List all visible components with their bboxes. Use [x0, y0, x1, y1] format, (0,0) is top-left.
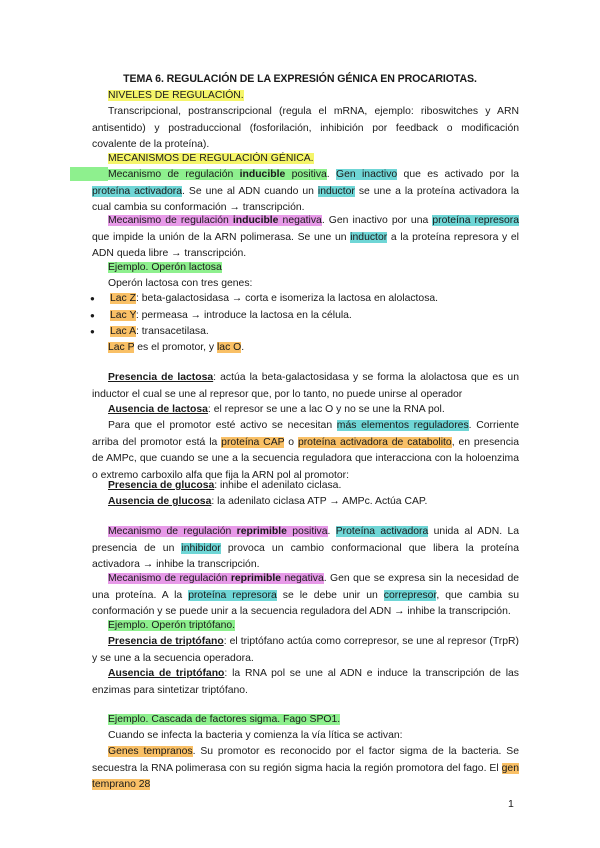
genes-tempranos: Genes tempranos. Su promotor es reconocido por el factor sigma de la bacteria. Se secuestra la RNA polimerasa con su región sigma hacia la región promotora del fago. El gen temprano 28 — [92, 746, 519, 790]
section-heading-niveles: NIVELES DE REGULACIÓN. — [108, 90, 244, 101]
operon-intro: Operón lactosa con tres genes: — [108, 278, 253, 289]
presencia-glucosa: Presencia de glucosa: inhibe el adenilato ciclasa. — [108, 480, 342, 491]
promotor-paragraph: Para que el promotor esté activo se necesitan más elementos reguladores. Corriente arriba del promotor está la proteína CAP o proteína activadora de catabolito, en presencia de AMPc, que cuando se une a la secuencia reguladora que interacciona con la holoenzima o extremo carboxilo alfa que fija la ARN pol al promotor: — [92, 420, 519, 481]
cascada-intro: Cuando se infecta la bacteria y comienza la vía lítica se activan: — [108, 730, 403, 741]
ejemplo-operon-lactosa: Ejemplo. Operón lactosa — [108, 262, 222, 273]
mecanismo-inducible-negativa: Mecanismo de regulación inducible negativa. Gen inactivo por una proteína represora que impide la unión de la ARN polimerasa. Se une un inductor a la proteína represora y el ADN queda libre → transcripción. — [92, 215, 520, 259]
page-number: 1 — [508, 798, 514, 810]
presencia-lactosa: Presencia de lactosa: actúa la beta-galactosidasa y se forma la alolactosa que es un inductor el cual se une al represor que, por lo tanto, no puede unirse al operador — [92, 372, 519, 400]
page-title: TEMA 6. REGULACIÓN DE LA EXPRESIÓN GÉNICA EN PROCARIOTAS. — [123, 73, 477, 85]
ausencia-glucosa: Ausencia de glucosa: la adenilato ciclasa ATP → AMPc. Actúa CAP. — [108, 496, 428, 507]
list-item: ● Lac Y: permeasa → introduce la lactosa en la célula. — [92, 308, 438, 325]
section-heading-mecanismos: MECANISMOS DE REGULACIÓN GÉNICA. — [108, 153, 314, 164]
mecanismo-reprimible-negativa: Mecanismo de regulación reprimible negativa. Gen que se expresa sin la necesidad de una proteína. A la proteína represora se le debe unir un correpresor, que cambia su conformación y se puede unir a la secuencia reguladora del ADN → inhibe la transcripción. — [92, 573, 520, 617]
ejemplo-cascada-sigma: Ejemplo. Cascada de factores sigma. Fago SPO1. — [108, 714, 341, 725]
presencia-triptofano: Presencia de triptófano: el triptófano actúa como correpresor, se une al represor (TrpR) y se une a la secuencia operadora. — [92, 636, 519, 664]
mecanismo-inducible-positiva: Mecanismo de regulación inducible positiva. Gen inactivo que es activado por la proteína activadora. Se une al ADN cuando un inductor se une a la proteína activadora la cual cambia su conformación → transcripción. — [92, 169, 519, 213]
ejemplo-operon-triptofano: Ejemplo. Operón triptófano. — [108, 620, 236, 631]
list-item: ● Lac Z: beta-galactosidasa → corta e isomeriza la lactosa en alolactosa. — [92, 291, 438, 308]
mecanismo-reprimible-positiva: Mecanismo de regulación reprimible positiva. Proteína activadora unida al ADN. La presencia de un inhibidor provoca un cambio conformacional que libera la proteína activadora → inhibe la transcripción. — [92, 526, 520, 570]
ausencia-triptofano: Ausencia de triptófano: la RNA pol se une al ADN e induce la transcripción de las enzimas para sintetizar triptófano. — [92, 668, 519, 696]
list-item: ● Lac A: transacetilasa. — [92, 324, 438, 341]
genes-list — [92, 291, 438, 341]
ausencia-lactosa: Ausencia de lactosa: el represor se une a lac O y no se une la RNA pol. — [108, 404, 445, 415]
niveles-text: Transcripcional, postranscripcional (regula el mRNA, ejemplo: riboswitches y ARN antisentido) y postraduccional (fosforilación, inhibición por feedback o modificación covalente de la proteína). — [92, 106, 519, 150]
lac-p-line: Lac P es el promotor, y lac O. — [108, 342, 245, 353]
